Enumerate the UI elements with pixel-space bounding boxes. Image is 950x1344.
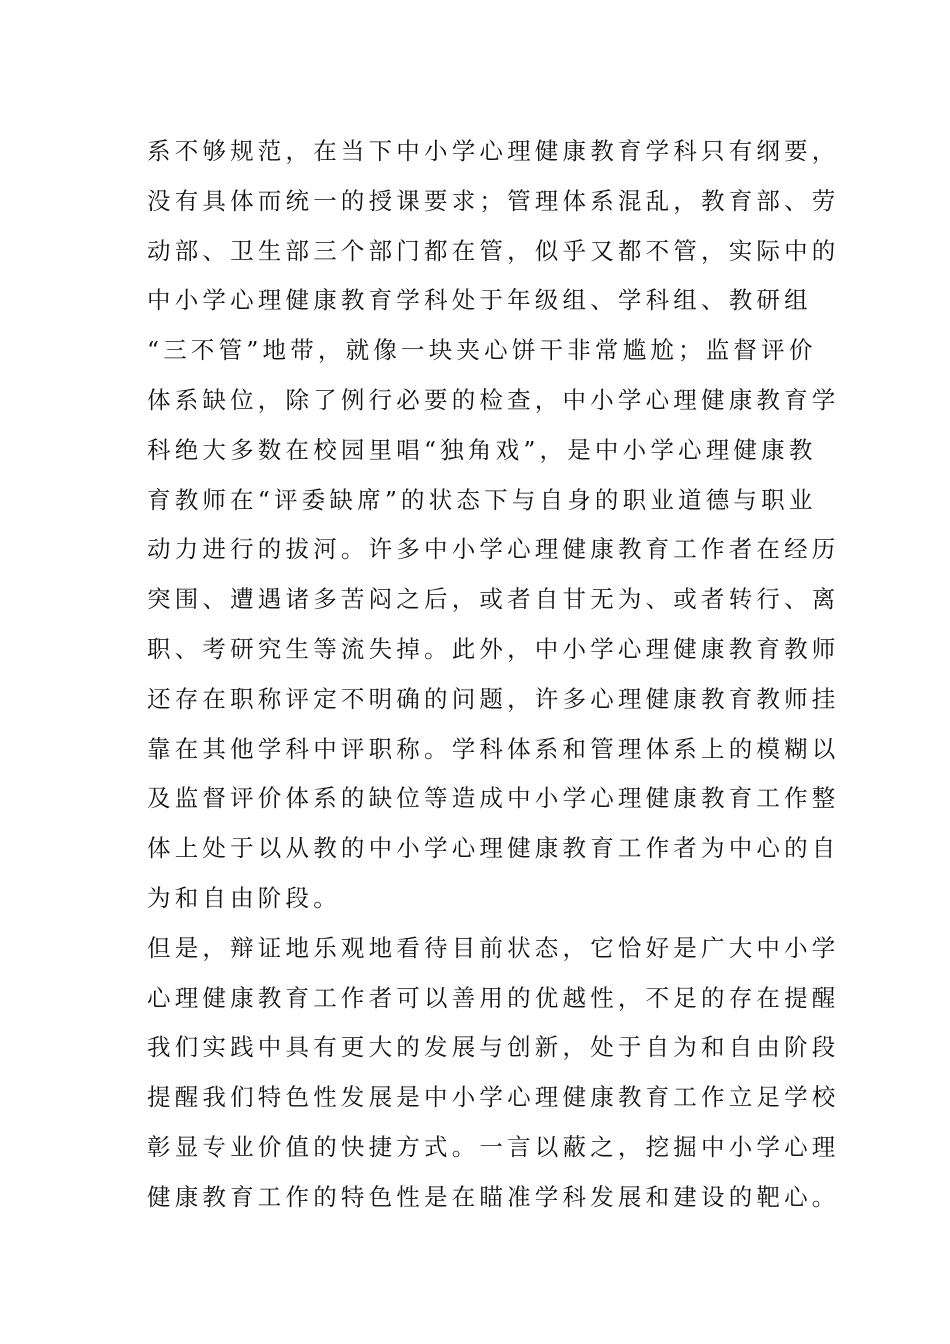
text-line: 但是，辩证地乐观地看待目前状态，它恰好是广大中小学 [147, 933, 840, 962]
text-line: 职、考研究生等流失掉。此外，中小学心理健康教育教师 [147, 634, 840, 663]
text-line: 靠在其他学科中评职称。学科体系和管理体系上的模糊以 [147, 734, 840, 763]
text-line: 心理健康教育工作者可以善用的优越性，不足的存在提醒 [147, 983, 840, 1012]
text-line: 科绝大多数在校园里唱“独角戏”，是中小学心理健康教 [147, 435, 817, 464]
text-line: “三不管”地带，就像一块夹心饼干非常尴尬；监督评价 [147, 336, 817, 365]
text-line: 育教师在“评委缺席”的状态下与自身的职业道德与职业 [147, 485, 817, 514]
text-line: 还存在职称评定不明确的问题，许多心理健康教育教师挂 [147, 684, 840, 713]
text-line: 健康教育工作的特色性是在瞄准学科发展和建设的靶心。 [147, 1182, 840, 1211]
text-line: 提醒我们特色性发展是中小学心理健康教育工作立足学校 [147, 1083, 840, 1112]
text-line: 体系缺位，除了例行必要的检查，中小学心理健康教育学 [147, 385, 840, 414]
text-line: 彰显专业价值的快捷方式。一言以蔽之，挖掘中小学心理 [147, 1132, 840, 1161]
text-line: 及监督评价体系的缺位等造成中小学心理健康教育工作整 [147, 784, 840, 813]
text-line: 我们实践中具有更大的发展与创新，处于自为和自由阶段 [147, 1033, 840, 1062]
text-line: 为和自由阶段。 [147, 883, 341, 912]
text-line: 动力进行的拔河。许多中小学心理健康教育工作者在经历 [147, 535, 840, 564]
text-line: 系不够规范，在当下中小学心理健康教育学科只有纲要， [147, 137, 840, 165]
body-text [147, 127, 840, 1223]
text-line: 没有具体而统一的授课要求；管理体系混乱，教育部、劳 [147, 186, 840, 215]
text-line: 动部、卫生部三个部门都在管，似乎又都不管，实际中的 [147, 236, 840, 265]
text-line: 突围、遭遇诸多苦闷之后，或者自甘无为、或者转行、离 [147, 585, 840, 614]
text-line: 体上处于以从教的中小学心理健康教育工作者为中心的自 [147, 834, 840, 863]
text-line: 中小学心理健康教育学科处于年级组、学科组、教研组 [147, 286, 812, 315]
